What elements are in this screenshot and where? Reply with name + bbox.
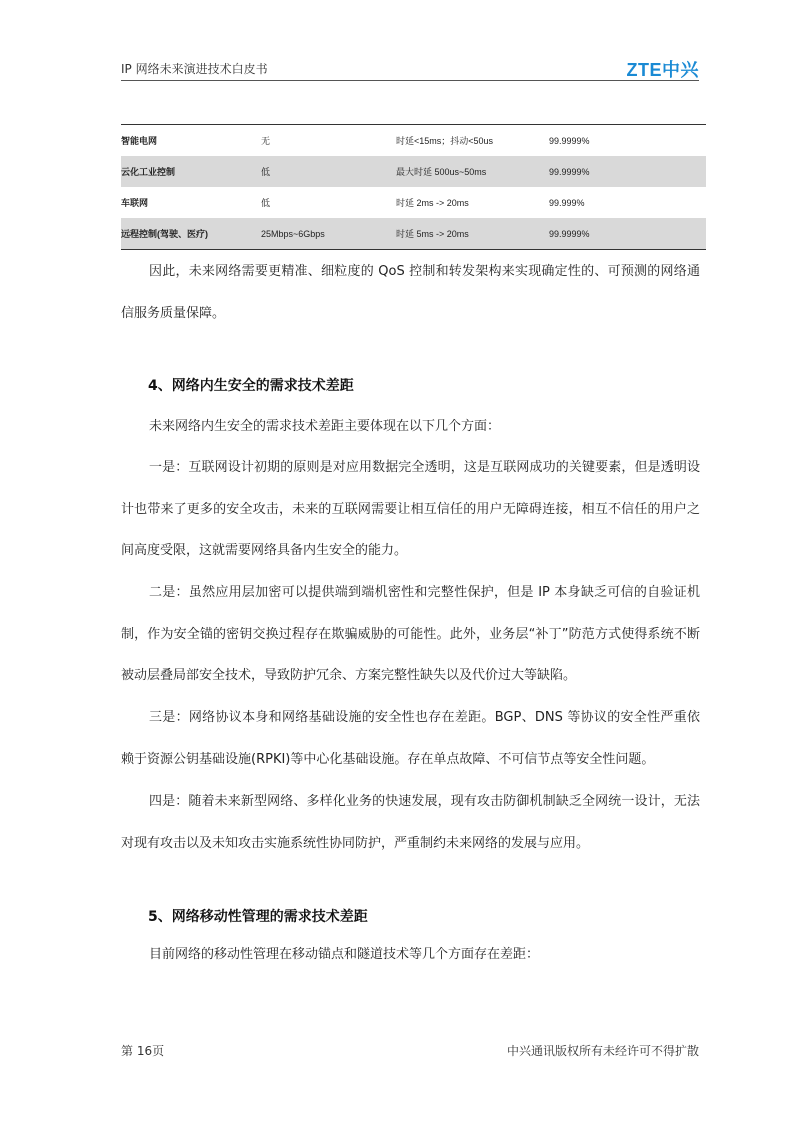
- reliability-cell: 99.999%: [549, 197, 585, 208]
- requirements-table: [121, 124, 706, 250]
- bandwidth-cell: 低: [261, 156, 396, 187]
- scenario-cell: 远程控制(驾驶、医疗): [121, 218, 261, 250]
- latency-cell: 时延 2ms -> 20ms: [396, 198, 469, 208]
- reliability-cell: 99.9999%: [549, 135, 590, 146]
- security-point-4: 四是：随着未来新型网络、多样化业务的快速发展，现有攻击防御机制缺乏全网统一设计，无法对现有攻击以及未知攻击实施系统性协同防护，严重制约未来网络的发展与应用。: [121, 794, 700, 851]
- reliability-cell: 99.9999%: [549, 156, 706, 187]
- mobility-intro-paragraph: 目前网络的移动性管理在移动锚点和隧道技术等几个方面存在差距：: [149, 947, 540, 962]
- security-point-3: 三是：网络协议本身和网络基础设施的安全性也存在差距。BGP、DNS 等协议的安全性严重依赖于资源公钥基础设施(RPKI)等中心化基础设施。存在单点故障、不可信节点等安全性问题。: [121, 710, 700, 767]
- page-header: [121, 56, 699, 80]
- conclusion-paragraph: 因此，未来网络需要更精准、细粒度的 QoS 控制和转发架构来实现确定性的、可预测的网络通信服务质量保障。: [121, 264, 700, 321]
- reliability-cell: 99.9999%: [549, 218, 706, 250]
- table-row: [121, 187, 706, 218]
- zte-logo: ZTE中兴: [626, 60, 699, 80]
- latency-cell: 时延<15ms；抖动<50us: [396, 136, 494, 146]
- bandwidth-cell: 无: [261, 136, 271, 146]
- section-heading-security: 4、网络内生安全的需求技术差距: [148, 378, 354, 394]
- table-row: [121, 218, 706, 250]
- latency-cell: 最大时延 500us~50ms: [396, 156, 549, 187]
- scenario-cell: 车联网: [121, 198, 149, 208]
- copyright-notice: 中兴通讯版权所有未经许可不得扩散: [506, 1044, 699, 1058]
- security-point-2: 二是：虽然应用层加密可以提供端到端机密性和完整性保护，但是 IP 本身缺乏可信的自验证机制，作为安全锚的密钥交换过程存在欺骗威胁的可能性。此外，业务层“补丁”防范方式使得系统不断被动层叠局部安全技术，导致防护冗余、方案完整性缺失以及代价过大等缺陷。: [121, 585, 700, 683]
- latency-cell: 时延 5ms -> 20ms: [396, 218, 549, 250]
- bandwidth-cell: 25Mbps~6Gbps: [261, 218, 396, 250]
- page-number: 第 16页: [121, 1044, 165, 1058]
- header-divider: [121, 80, 699, 81]
- section-heading-mobility: 5、网络移动性管理的需求技术差距: [148, 909, 368, 925]
- security-point-1: 一是：互联网设计初期的原则是对应用数据完全透明，这是互联网成功的关键要素，但是透明设计也带来了更多的安全攻击，未来的互联网需要让相互信任的用户无障碍连接，相互不信任的用户之间高度受限，这就需要网络具备内生安全的能力。: [121, 460, 700, 558]
- scenario-cell: 智能电网: [121, 136, 158, 146]
- bandwidth-cell: 低: [261, 198, 271, 208]
- table-row: [121, 125, 706, 157]
- table-row: [121, 156, 706, 187]
- security-intro-paragraph: 未来网络内生安全的需求技术差距主要体现在以下几个方面：: [149, 419, 501, 434]
- document-title: IP 网络未来演进技术白皮书: [121, 62, 268, 76]
- scenario-cell: 云化工业控制: [121, 156, 261, 187]
